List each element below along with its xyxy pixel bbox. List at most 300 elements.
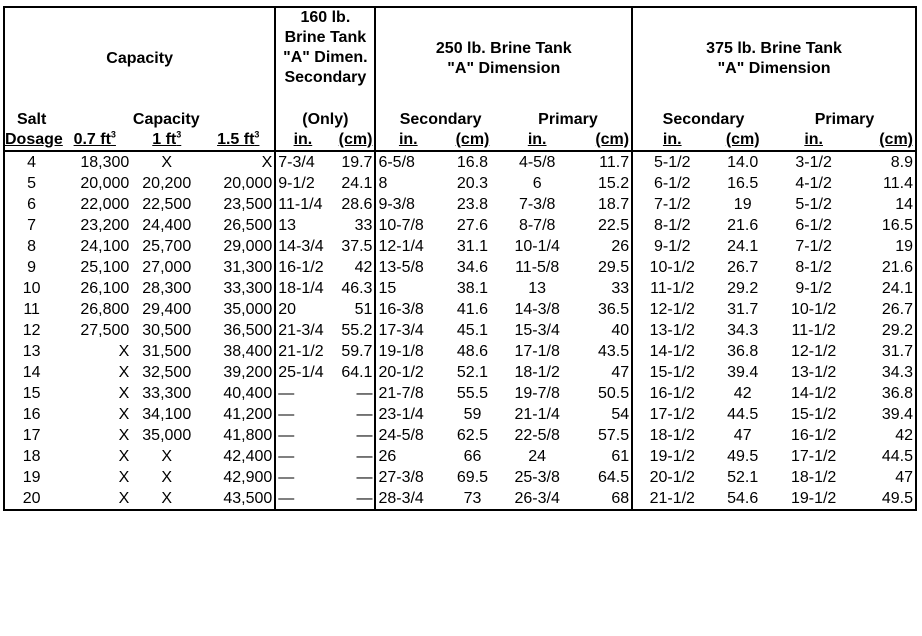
tank250-sec-cm-cell: 16.8 (456, 153, 489, 171)
tank250-sec-in-cell: 8 (375, 173, 440, 194)
tank160-cm-cell: — (356, 426, 373, 444)
tank250-sec-in-cell: 12-1/4 (375, 236, 440, 257)
tank375-pri-in-cell: 11-1/2 (791, 321, 836, 339)
tank250-pri-in-cell: 21-1/4 (514, 405, 560, 423)
capacity-1-cell: 32,500 (142, 363, 192, 381)
tank160-cm-cell: 46.3 (341, 279, 373, 297)
tank250-pri-in-cell: 26-3/4 (514, 489, 560, 507)
tank250-sec-in-cell: 10-7/8 (375, 215, 440, 236)
tank250-pri-in-cell: 8-7/8 (518, 216, 556, 234)
tank375-pri-cm-label: (cm) (879, 131, 913, 148)
tank250-pri-in-cell: 4-5/8 (518, 153, 556, 171)
cube-sup: 3 (254, 129, 260, 140)
capacity-1-text: 1 ft (152, 131, 177, 148)
tank250-pri-in-cell: 19-7/8 (514, 384, 560, 402)
table-row (4, 194, 916, 215)
tank160-cm-cell: — (356, 405, 373, 423)
tank375-pri-cm-cell: 29.2 (881, 321, 913, 339)
tank375-pri-cm-cell: 34.3 (881, 363, 913, 381)
table-row (4, 215, 916, 236)
tank250-pri-cm-cell: 61 (611, 447, 630, 465)
salt-dosage-table (3, 6, 917, 511)
capacity-07-cell: X (118, 447, 130, 465)
tank375-pri-cm-cell: 8.9 (890, 153, 913, 171)
tank375-sec-cm-cell: 26.7 (727, 258, 759, 276)
tank250-sec-in-cell: 24-5/8 (375, 425, 440, 446)
tank250-sec-cm-cell: 48.6 (456, 342, 489, 360)
capacity-07-cell: 26,800 (80, 300, 130, 318)
tank375-heading (632, 7, 916, 110)
capacity-1-cell: 24,400 (142, 216, 192, 234)
tank250-sec-cm-cell: 66 (463, 447, 482, 465)
tank250-sec-cm-cell: 27.6 (456, 216, 489, 234)
tank375-sec-in-cell: 10-1/2 (632, 257, 711, 278)
table-row (4, 383, 916, 404)
salt-dosage-cell: 16 (22, 405, 41, 423)
tank160-cm-cell: 59.7 (341, 342, 373, 360)
capacity-1-cell: 29,400 (142, 300, 192, 318)
tank160-in-cell: 21-1/2 (275, 341, 329, 362)
tank250-pri-cm-cell: 26 (611, 237, 630, 255)
tank250-pri-cm-cell: 50.5 (597, 384, 630, 402)
header-row-units (4, 130, 916, 151)
capacity-07-cell: 25,100 (80, 258, 130, 276)
tank250-sec-in-cell: 19-1/8 (375, 341, 440, 362)
tank375-pri-cm-cell: 31.7 (881, 342, 913, 360)
tank375-pri-cm-cell: 21.6 (881, 258, 913, 276)
capacity-1-cell: 20,200 (142, 174, 192, 192)
tank160-in-cell: — (275, 467, 329, 488)
capacity-07-cell: X (118, 342, 130, 360)
capacity-07-cell: X (118, 426, 130, 444)
capacity-07-cell: 26,100 (80, 279, 130, 297)
tank250-sec-in-cell: 26 (375, 446, 440, 467)
tank160-in-label: in. (275, 130, 329, 151)
salt-dosage-cell: 14 (22, 363, 41, 381)
tank250-sec-in-cell: 17-3/4 (375, 320, 440, 341)
tank250-pri-in-cell: 10-1/4 (514, 237, 560, 255)
capacity-15-cell: 42,400 (223, 447, 273, 465)
tank375-sec-in-cell: 7-1/2 (632, 194, 711, 215)
tank375-pri-cm-cell: 49.5 (881, 489, 913, 507)
capacity-1-cell: 27,000 (142, 258, 192, 276)
tank375-pri-cm-cell: 47 (895, 468, 913, 486)
tank375-pri-in-cell: 13-1/2 (790, 363, 837, 381)
table-row (4, 488, 916, 510)
capacity-15-cell: 20,000 (223, 174, 273, 192)
capacity-07-cell: 18,300 (80, 153, 130, 171)
tank375-sec-cm-label: (cm) (725, 131, 760, 148)
tank375-pri-in-cell: 12-1/2 (790, 342, 837, 360)
capacity-15-label (202, 130, 275, 151)
capacity-07-text: 0.7 ft (73, 131, 111, 148)
salt-dosage-cell: 6 (27, 195, 37, 213)
salt-dosage-cell: 12 (22, 321, 41, 339)
tank250-pri-in-cell: 22-5/8 (514, 426, 560, 444)
tank160-heading (275, 7, 375, 110)
tank250-sec-cm-cell: 41.6 (456, 300, 489, 318)
tank250-pri-cm-cell: 33 (611, 279, 630, 297)
tank375-sec-in-cell: 11-1/2 (632, 278, 711, 299)
tank250-sec-cm-cell: 69.5 (456, 468, 489, 486)
tank375-sec-in-cell: 14-1/2 (632, 341, 711, 362)
tank375-pri-in-cell: 17-1/2 (790, 447, 837, 465)
tank375-sec-cm-cell: 34.3 (727, 321, 759, 339)
tank375-sec-in-cell: 18-1/2 (632, 425, 711, 446)
tank250-sec-in-cell: 23-1/4 (375, 404, 440, 425)
tank160-in-cell: — (275, 488, 329, 510)
tank375-pri-in-cell: 4-1/2 (795, 174, 832, 192)
tank375-sec-cm-cell: 19 (733, 195, 752, 213)
tank160-in-cell: — (275, 404, 329, 425)
salt-dosage-cell: 11 (23, 300, 40, 318)
tank160-in-cell: 14-3/4 (275, 236, 329, 257)
salt-dosage-cell: 19 (22, 468, 41, 486)
tank375-sec-in-cell: 5-1/2 (632, 151, 711, 173)
tank160-in-cell: 16-1/2 (275, 257, 329, 278)
tank375-pri-cm-cell: 44.5 (881, 447, 913, 465)
tank375-pri-in-cell: 5-1/2 (795, 195, 832, 213)
tank160-cm-cell: 42 (354, 258, 373, 276)
table-header (4, 7, 916, 151)
tank250-pri-in-cell: 14-3/8 (514, 300, 560, 318)
tank160-cm-cell: 33 (354, 216, 373, 234)
salt-dosage-cell: 7 (27, 216, 37, 234)
tank375-pri-cm-cell: 16.5 (881, 216, 913, 234)
tank160-line-1: 160 lb. (300, 9, 351, 26)
tank375-sec-in-cell: 6-1/2 (632, 173, 711, 194)
dosage-label: Dosage (5, 131, 63, 148)
tank160-line-3: "A" Dimen. (283, 49, 368, 66)
salt-label: Salt (16, 111, 47, 128)
tank250-pri-cm-cell: 15.2 (597, 174, 630, 192)
tank250-pri-in-cell: 7-3/8 (518, 195, 556, 213)
tank375-pri-in-cell: 9-1/2 (795, 279, 832, 297)
salt-dosage-cell: 4 (27, 153, 37, 171)
tank375-sec-cm-cell: 39.4 (727, 363, 759, 381)
salt-dosage-cell: 13 (22, 342, 41, 360)
tank250-sec-cm-label: (cm) (455, 131, 490, 148)
capacity-07-cell: X (118, 489, 130, 507)
tank375-line-1: 375 lb. Brine Tank (706, 40, 842, 57)
tank375-line-2: "A" Dimension (717, 60, 831, 77)
tank375-pri-in-cell: 8-1/2 (795, 258, 832, 276)
capacity-15-cell: 35,000 (223, 300, 273, 318)
capacity-07-cell: 27,500 (80, 321, 130, 339)
capacity-15-cell: 43,500 (223, 489, 273, 507)
tank250-sec-in-cell: 27-3/8 (375, 467, 440, 488)
tank375-sec-cm-cell: 44.5 (727, 405, 759, 423)
capacity-1-cell: X (161, 468, 173, 486)
tank375-pri-in-cell: 14-1/2 (790, 384, 837, 402)
tank160-cm-cell: 64.1 (341, 363, 373, 381)
tank250-pri-cm-cell: 18.7 (597, 195, 630, 213)
cube-sup: 3 (176, 129, 182, 140)
tank375-sec-cm-cell: 49.5 (727, 447, 759, 465)
tank250-sec-cm-cell: 38.1 (456, 279, 489, 297)
tank160-only-label: (Only) (275, 110, 375, 130)
tank250-pri-cm-cell: 57.5 (597, 426, 630, 444)
tank160-cm-cell: 24.1 (341, 174, 373, 192)
tank160-cm-cell: — (356, 489, 373, 507)
tank250-pri-in-cell: 17-1/8 (514, 342, 560, 360)
tank375-pri-in-cell: 18-1/2 (790, 468, 837, 486)
capacity-group-heading: Capacity (106, 50, 173, 67)
capacity-15-cell: 41,800 (223, 426, 273, 444)
tank375-sec-cm-cell: 29.2 (727, 279, 759, 297)
tank375-sec-in-cell: 12-1/2 (632, 299, 711, 320)
capacity-1-cell: 34,100 (142, 405, 192, 423)
capacity-15-cell: 39,200 (223, 363, 273, 381)
tank375-sec-in-cell: 19-1/2 (632, 446, 711, 467)
capacity-07-cell: 23,200 (80, 216, 130, 234)
tank250-sec-cm-cell: 20.3 (456, 174, 489, 192)
capacity-15-cell: 31,300 (223, 258, 273, 276)
capacity-1-cell: 25,700 (142, 237, 192, 255)
tank375-pri-cm-cell: 26.7 (881, 300, 913, 318)
tank375-sec-in-cell: 9-1/2 (632, 236, 711, 257)
table-row (4, 362, 916, 383)
table-row (4, 320, 916, 341)
tank375-primary-label: Primary (814, 111, 875, 128)
capacity-07-cell: X (118, 384, 130, 402)
table-row (4, 299, 916, 320)
tank375-pri-cm-cell: 19 (895, 237, 913, 255)
capacity-15-cell: 41,200 (223, 405, 273, 423)
tank160-cm-cell: 19.7 (341, 153, 373, 171)
table-row (4, 151, 916, 173)
capacity-07-cell: X (118, 363, 130, 381)
tank160-in-cell: 21-3/4 (275, 320, 329, 341)
tank375-sec-in-cell: 16-1/2 (632, 383, 711, 404)
tank375-pri-in-label: in. (804, 131, 823, 148)
tank375-sec-cm-cell: 31.7 (727, 300, 759, 318)
capacity-1-cell: 22,500 (142, 195, 192, 213)
salt-dosage-cell: 10 (22, 279, 41, 297)
tank160-cm-cell: — (356, 468, 373, 486)
tank160-cm-cell: — (356, 384, 373, 402)
tank375-pri-cm-cell: 42 (895, 426, 913, 444)
tank250-sec-cm-cell: 55.5 (456, 384, 489, 402)
capacity-15-cell: 36,500 (223, 321, 273, 339)
table-row (4, 467, 916, 488)
tank250-pri-in-cell: 6 (532, 174, 542, 192)
tank250-secondary-label: Secondary (375, 110, 504, 130)
tank375-sec-cm-cell: 54.6 (727, 489, 759, 507)
tank375-sec-in-cell: 20-1/2 (632, 467, 711, 488)
tank250-sec-in-cell: 21-7/8 (375, 383, 440, 404)
tank375-secondary-label: Secondary (632, 110, 774, 130)
tank250-sec-in-cell: 6-5/8 (375, 151, 440, 173)
salt-dosage-cell: 5 (27, 174, 37, 192)
tank375-sec-in-cell: 15-1/2 (632, 362, 711, 383)
tank375-pri-in-cell: 7-1/2 (795, 237, 832, 255)
tank160-in-cell: 20 (275, 299, 329, 320)
tank250-sec-in-cell: 20-1/2 (375, 362, 440, 383)
salt-dosage-cell: 15 (22, 384, 41, 402)
capacity-07-cell: X (118, 405, 130, 423)
tank160-in-cell: 9-1/2 (275, 173, 329, 194)
capacity-1-cell: X (161, 153, 173, 171)
tank160-in-cell: — (275, 383, 329, 404)
tank375-sec-cm-cell: 21.6 (727, 216, 759, 234)
tank375-pri-in-cell: 3-1/2 (795, 153, 832, 171)
capacity-1-cell: 30,500 (142, 321, 192, 339)
capacity-1-cell: 28,300 (142, 279, 192, 297)
capacity-15-cell: X (261, 153, 273, 171)
tank160-cm-cell: — (356, 447, 373, 465)
tank375-sec-cm-cell: 16.5 (727, 174, 759, 192)
header-row-groups (4, 7, 916, 110)
tank375-pri-in-cell: 6-1/2 (795, 216, 832, 234)
table-row (4, 446, 916, 467)
tank160-in-cell: 18-1/4 (275, 278, 329, 299)
tank250-pri-in-cell: 25-3/8 (514, 468, 560, 486)
tank250-sec-in-cell: 16-3/8 (375, 299, 440, 320)
tank375-sec-cm-cell: 42 (733, 384, 752, 402)
tank250-sec-cm-cell: 31.1 (456, 237, 489, 255)
capacity-15-cell: 42,900 (223, 468, 273, 486)
cube-sup: 3 (110, 129, 116, 140)
capacity-subheading: Capacity (132, 111, 200, 128)
tank375-pri-in-cell: 10-1/2 (790, 300, 837, 318)
table-body (4, 151, 916, 510)
tank160-line-2: Brine Tank (284, 29, 367, 46)
capacity-1-cell: 33,300 (142, 384, 192, 402)
tank250-pri-cm-cell: 43.5 (597, 342, 630, 360)
tank250-sec-cm-cell: 59 (463, 405, 482, 423)
tank375-sec-cm-cell: 36.8 (727, 342, 759, 360)
tank375-sec-cm-cell: 47 (733, 426, 752, 444)
capacity-07-cell: 24,100 (80, 237, 130, 255)
capacity-15-cell: 38,400 (223, 342, 273, 360)
tank250-sec-cm-cell: 34.6 (456, 258, 489, 276)
tank375-pri-cm-cell: 39.4 (881, 405, 913, 423)
tank375-pri-cm-cell: 11.4 (883, 174, 913, 192)
capacity-07-cell: 20,000 (80, 174, 130, 192)
tank250-pri-cm-cell: 29.5 (597, 258, 630, 276)
capacity-1-cell: X (161, 489, 173, 507)
tank250-pri-cm-cell: 11.7 (599, 153, 630, 171)
tank160-in-cell: 25-1/4 (275, 362, 329, 383)
tank375-sec-in-cell: 8-1/2 (632, 215, 711, 236)
capacity-15-cell: 26,500 (223, 216, 273, 234)
capacity-07-cell: X (118, 468, 130, 486)
capacity-15-cell: 33,300 (223, 279, 273, 297)
tank250-pri-cm-cell: 36.5 (597, 300, 630, 318)
tank375-pri-in-cell: 16-1/2 (790, 426, 837, 444)
tank375-sec-cm-cell: 24.1 (727, 237, 759, 255)
tank250-sec-in-label: in. (375, 130, 440, 151)
tank250-sec-in-cell: 28-3/4 (375, 488, 440, 510)
table-row (4, 341, 916, 362)
tank250-sec-in-cell: 9-3/8 (375, 194, 440, 215)
tank250-pri-cm-cell: 22.5 (597, 216, 630, 234)
capacity-15-text: 1.5 ft (217, 131, 255, 148)
tank250-heading (375, 7, 632, 110)
tank160-in-cell: — (275, 446, 329, 467)
tank160-cm-label: (cm) (338, 131, 373, 148)
capacity-1-cell: X (161, 447, 173, 465)
table-row (4, 404, 916, 425)
table-row (4, 173, 916, 194)
tank160-cm-cell: 37.5 (341, 237, 373, 255)
tank375-pri-cm-cell: 14 (895, 195, 913, 213)
tank250-pri-cm-label: (cm) (595, 131, 630, 148)
tank250-pri-cm-cell: 64.5 (597, 468, 630, 486)
tank375-pri-in-cell: 15-1/2 (790, 405, 837, 423)
tank160-in-cell: — (275, 425, 329, 446)
tank250-primary-label: Primary (538, 111, 598, 128)
tank250-sec-in-cell: 13-5/8 (375, 257, 440, 278)
table-row (4, 236, 916, 257)
tank250-pri-in-cell: 24 (528, 447, 547, 465)
tank160-line-4: Secondary (284, 69, 367, 86)
salt-dosage-cell: 18 (22, 447, 41, 465)
tank250-line-1: 250 lb. Brine Tank (435, 40, 572, 57)
tank250-pri-in-cell: 13 (528, 279, 547, 297)
tank160-cm-cell: 51 (354, 300, 373, 318)
salt-dosage-cell: 20 (22, 489, 41, 507)
tank375-sec-in-cell: 17-1/2 (632, 404, 711, 425)
capacity-15-cell: 23,500 (223, 195, 273, 213)
tank250-pri-cm-cell: 68 (611, 489, 630, 507)
table-row (4, 257, 916, 278)
table-row (4, 425, 916, 446)
tank375-sec-cm-cell: 14.0 (727, 153, 759, 171)
tank250-sec-in-cell: 15 (375, 278, 440, 299)
tank160-in-cell: 7-3/4 (275, 151, 329, 173)
tank250-sec-cm-cell: 45.1 (456, 321, 489, 339)
tank160-in-cell: 13 (275, 215, 329, 236)
tank375-sec-cm-cell: 52.1 (727, 468, 759, 486)
capacity-1-cell: 31,500 (142, 342, 192, 360)
tank250-pri-in-cell: 11-5/8 (515, 258, 560, 276)
salt-dosage-cell: 8 (27, 237, 37, 255)
capacity-1-label (131, 130, 202, 151)
capacity-07-cell: 22,000 (80, 195, 130, 213)
tank250-pri-in-cell: 15-3/4 (514, 321, 560, 339)
tank250-pri-cm-cell: 40 (611, 321, 630, 339)
tank250-pri-cm-cell: 54 (611, 405, 630, 423)
header-row-sub (4, 110, 916, 130)
capacity-15-cell: 40,400 (223, 384, 273, 402)
capacity-07-label (58, 130, 131, 151)
tank160-in-cell: 11-1/4 (275, 194, 329, 215)
tank250-sec-cm-cell: 73 (463, 489, 482, 507)
capacity-1-cell: 35,000 (142, 426, 192, 444)
tank375-pri-in-cell: 19-1/2 (790, 489, 837, 507)
tank375-pri-cm-cell: 24.1 (881, 279, 913, 297)
tank375-sec-in-cell: 21-1/2 (632, 488, 711, 510)
salt-dosage-cell: 17 (22, 426, 41, 444)
capacity-15-cell: 29,000 (223, 237, 273, 255)
tank250-pri-in-label: in. (527, 131, 547, 148)
tank375-sec-in-label: in. (632, 130, 711, 151)
salt-dosage-cell: 9 (27, 258, 37, 276)
tank250-pri-cm-cell: 47 (611, 363, 630, 381)
tank250-line-2: "A" Dimension (447, 60, 561, 77)
tank250-sec-cm-cell: 52.1 (456, 363, 489, 381)
table-row (4, 278, 916, 299)
tank160-cm-cell: 28.6 (341, 195, 373, 213)
tank160-cm-cell: 55.2 (341, 321, 373, 339)
tank250-pri-in-cell: 18-1/2 (514, 363, 560, 381)
tank250-sec-cm-cell: 23.8 (456, 195, 489, 213)
tank375-sec-in-cell: 13-1/2 (632, 320, 711, 341)
tank250-sec-cm-cell: 62.5 (456, 426, 489, 444)
tank375-pri-cm-cell: 36.8 (881, 384, 913, 402)
